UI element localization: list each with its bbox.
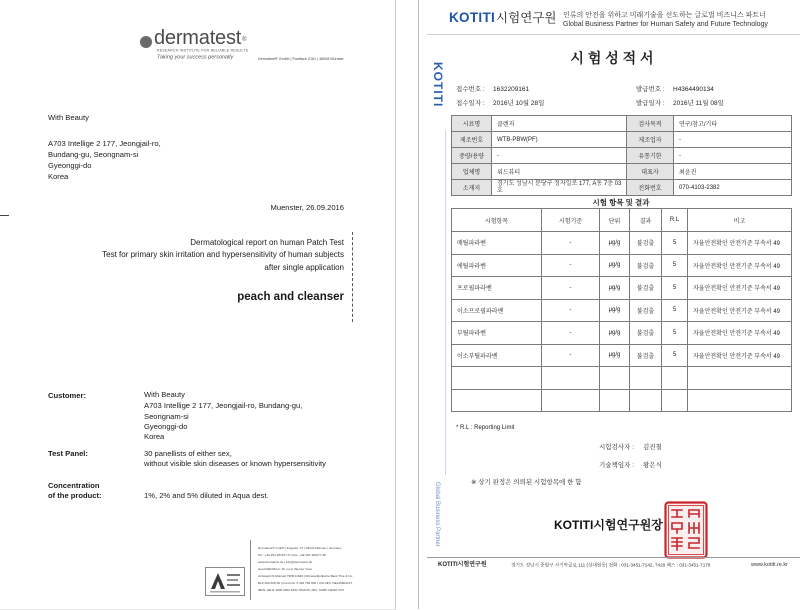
recipient-address-line: Korea (48, 172, 69, 181)
test-item: 이소프로필파라벤 (452, 299, 542, 322)
column-header: 결과 (630, 209, 662, 232)
document-title: 시 험 성 적 서 (570, 50, 654, 66)
unit: μg/g (600, 232, 630, 255)
info-value: 070-4103-2382 (674, 180, 792, 196)
result-row (452, 322, 792, 345)
empty-cell (630, 389, 662, 412)
empty-cell (600, 367, 630, 390)
customer-line: Korea (144, 432, 165, 441)
dashed-margin-line (352, 232, 353, 322)
receipt-number: 1632209161 (493, 86, 530, 93)
info-label: 중량/용량 (452, 148, 492, 164)
test-panel-line: without visible skin diseases or known hypersensitivity (144, 459, 326, 468)
tester-label: 시험검사자 : (599, 444, 635, 451)
info-value: WTB-PBW(PF) (492, 132, 627, 148)
footer-line: BLZ 400 600 00 | Konto-Nr. 5 492 784 800 | USt-IdNr. DE126604147 (258, 581, 353, 585)
reporting-limit: 5 (662, 232, 688, 255)
concentration-label: of the product: (48, 491, 102, 500)
empty-cell (542, 367, 600, 390)
result: 불검출 (630, 344, 662, 367)
reporting-limit: 5 (662, 277, 688, 300)
recipient-name: With Beauty (48, 113, 89, 122)
side-rule (445, 130, 446, 475)
info-label: 유통기한 (627, 148, 674, 164)
unit: μg/g (600, 344, 630, 367)
info-value: - (492, 148, 627, 164)
result: 불검출 (630, 277, 662, 300)
brand-name-korean: 시험연구원 (496, 11, 557, 25)
empty-cell (452, 389, 542, 412)
info-label: 시료명 (452, 116, 492, 132)
recipient-address-line: A703 Intellige 2 177, Jeongjail-ro, (48, 139, 161, 148)
info-label: 전화번호 (627, 180, 674, 196)
reporting-limit: 5 (662, 344, 688, 367)
remark: 자율안전확인 안전기준 부속서 49 (688, 277, 792, 300)
result: 불검출 (630, 254, 662, 277)
tagline-korean: 인류의 안전을 위하고 미래기술을 선도하는 글로벌 비즈니스 파트너 (563, 12, 766, 19)
info-label: 업체명 (452, 164, 492, 180)
footnote: * R.L : Reporting Limit (456, 425, 515, 431)
kotiti-logo (449, 10, 556, 26)
info-label: 검사목적 (627, 116, 674, 132)
test-item: 부틸파라벤 (452, 322, 542, 345)
column-header: 시험항목 (452, 209, 542, 232)
results-heading: 시험 항목 및 결과 (592, 198, 650, 207)
footer-company-details (258, 545, 353, 594)
column-header: 비고 (688, 209, 792, 232)
test-standard: - (542, 277, 600, 300)
column-header: 단위 (600, 209, 630, 232)
test-item: 프로필파라벤 (452, 277, 542, 300)
results-header-row (452, 209, 792, 232)
info-label: 대표자 (627, 164, 674, 180)
empty-cell (662, 389, 688, 412)
report-title: Dermatological report on human Patch Test (190, 238, 344, 247)
unit: μg/g (600, 322, 630, 345)
receipt-number-label: 접수번호 : (456, 86, 485, 93)
column-header: 시험기준 (542, 209, 600, 232)
date-line: Muenster, 26.09.2016 (270, 203, 344, 212)
customer-line: With Beauty (144, 390, 185, 399)
tester-name: 김진철 (643, 444, 662, 451)
reporting-limit: 5 (662, 299, 688, 322)
concentration-label: Concentration (48, 481, 100, 490)
logo-registered-mark: ® (242, 37, 247, 43)
side-caption: Global Business Partner (434, 482, 440, 547)
logo-brand: dermatest (154, 27, 242, 49)
result: 불검출 (630, 232, 662, 255)
empty-row (452, 367, 792, 390)
test-standard: - (542, 344, 600, 367)
dermatest-report-page (0, 0, 396, 610)
column-header: R.L (662, 209, 688, 232)
results-table (451, 208, 792, 412)
reporting-limit: 5 (662, 254, 688, 277)
issue-date: 2016년 11월 08일 (673, 100, 724, 107)
technical-manager-label: 기술책임자 : (599, 462, 635, 469)
unit: μg/g (600, 299, 630, 322)
official-seal-icon (664, 501, 708, 559)
info-label: 소재지 (452, 180, 492, 196)
issue-date-label: 발급일자 : (636, 100, 665, 107)
test-standard: - (542, 254, 600, 277)
report-subtitle: Test for primary skin irritation and hypersensitivity of human subjects (102, 250, 344, 259)
logo-tagline: RESEARCH INSTITUTE FOR RELIABLE RESULTS (157, 49, 249, 53)
test-item: 이소부틸파라벤 (452, 344, 542, 367)
footer-website: www.kotiti.re.kr (751, 562, 788, 568)
header-rule (427, 34, 800, 35)
remark: 자율안전확인 안전기준 부속서 49 (688, 344, 792, 367)
test-item: 메틸파라벤 (452, 232, 542, 255)
empty-cell (452, 367, 542, 390)
receipt-date: 2016년 10월 28일 (493, 100, 545, 107)
dermatest-logo (154, 27, 246, 49)
info-label: 제조번호 (452, 132, 492, 148)
remark: 자율안전확인 안전기준 부속서 49 (688, 254, 792, 277)
result-row (452, 299, 792, 322)
issue-number: H4364490134 (673, 86, 714, 93)
recipient-address-line: Bundang-gu, Seongnam-si (48, 150, 139, 159)
footer-address: 경기도 성남시 중원구 사기막골로 111 (상대원동) 전화 : 031-3451-7142, 7429 팩스 : 031-3451-7179 (511, 562, 711, 568)
technical-manager-name: 왕은식 (643, 462, 662, 469)
brand-name: KOTITI (449, 10, 496, 25)
remark: 자율안전확인 안전기준 부속서 49 (688, 322, 792, 345)
concentration-value: 1%, 2% and 5% diluted in Aqua dest. (144, 491, 269, 500)
empty-cell (542, 389, 600, 412)
sample-info-row (452, 164, 792, 180)
test-standard: - (542, 322, 600, 345)
sample-info-row (452, 116, 792, 132)
unit: μg/g (600, 254, 630, 277)
technical-manager (599, 462, 662, 470)
product-name: peach and cleanser (237, 291, 344, 303)
receipt-date-label: 접수일자 : (456, 100, 485, 107)
footer-line: Dermatest® GmbH | Engelstr. 37 | 48143 Münster | Germany (258, 546, 342, 550)
result: 불검출 (630, 322, 662, 345)
empty-cell (688, 389, 792, 412)
footer-rule (427, 557, 800, 558)
customer-label: Customer: (48, 391, 86, 400)
fold-mark (0, 215, 9, 216)
sample-info-row (452, 148, 792, 164)
info-value: 최윤진 (674, 164, 792, 180)
report-subtitle: after single application (264, 263, 344, 272)
sample-info-row (452, 132, 792, 148)
side-brand: KOTITI (431, 62, 445, 108)
sample-info-table (451, 115, 792, 196)
signatory: KOTITI시험연구원장 (554, 518, 663, 532)
recipient-address-line: Gyeonggi-do (48, 161, 92, 170)
sender-line: Dermatest® GmbH | Postfach 2161 | 48008 Münster (258, 56, 344, 61)
dermatest-logo-dot-icon (140, 36, 152, 48)
info-value: - (674, 132, 792, 148)
reporting-limit: 5 (662, 322, 688, 345)
remark: 자율안전확인 안전기준 부속서 49 (688, 232, 792, 255)
footer-brand: KOTITI시험연구원 (438, 562, 487, 568)
info-label: 제조업자 (627, 132, 674, 148)
footer-line: Geschäftsführer: Dr. med. Werner Voss (258, 567, 312, 571)
test-panel-line: 30 panellists of either sex, (144, 449, 232, 458)
test-standard: - (542, 299, 600, 322)
logo-slogan: Taking your success personally (157, 54, 234, 60)
footer-line: www.dermatest.de | info@dermatest.de (258, 560, 313, 564)
customer-line: Gyeonggi-do (144, 422, 188, 431)
result-row (452, 277, 792, 300)
footer-line: Tel.: +49 251 481677-0 | Fax: +49 251 481677-66 (258, 553, 327, 557)
tester (599, 444, 662, 452)
unit: μg/g (600, 277, 630, 300)
test-standard: - (542, 232, 600, 255)
test-item: 에틸파라벤 (452, 254, 542, 277)
certification-logo (205, 567, 245, 596)
info-value: - (674, 148, 792, 164)
footer-line: Amtsgericht Münster HRB 11648 | Münsterländische Bank Thie & Co. (258, 574, 354, 578)
empty-cell (630, 367, 662, 390)
empty-row (452, 389, 792, 412)
result-row (452, 254, 792, 277)
empty-cell (600, 389, 630, 412)
kotiti-test-report-page (418, 0, 800, 609)
tagline-english: Global Business Partner for Human Safety and Future Technology (563, 21, 768, 28)
customer-line: Seongnam-si (144, 412, 189, 421)
info-value: 연구/참고/기타 (674, 116, 792, 132)
empty-cell (688, 367, 792, 390)
test-panel-label: Test Panel: (48, 449, 88, 458)
info-value: 경기도 성남시 분당구 정자일로 177, A동 7층 03호 (492, 180, 627, 196)
footer-divider (250, 540, 251, 600)
customer-line: A703 Intellige 2 177, Jeongjail-ro, Bundang-gu, (144, 401, 303, 410)
sample-info-row (452, 180, 792, 196)
footer-line: IBAN: DE11 4006 0000 5492 7848 00 | BIC: MLBK DE3M XXX (258, 588, 345, 592)
info-value: 클렌저 (492, 116, 627, 132)
remark: 자율안전확인 안전기준 부속서 49 (688, 299, 792, 322)
issue-number-label: 발급번호 : (636, 86, 665, 93)
judgement-remark: ※ 상기 판정은 의뢰된 시험항목에 한 함 (471, 479, 582, 486)
result-row (452, 344, 792, 367)
result: 불검출 (630, 299, 662, 322)
result-row (452, 232, 792, 255)
info-value: 위드뷰티 (492, 164, 627, 180)
empty-cell (662, 367, 688, 390)
